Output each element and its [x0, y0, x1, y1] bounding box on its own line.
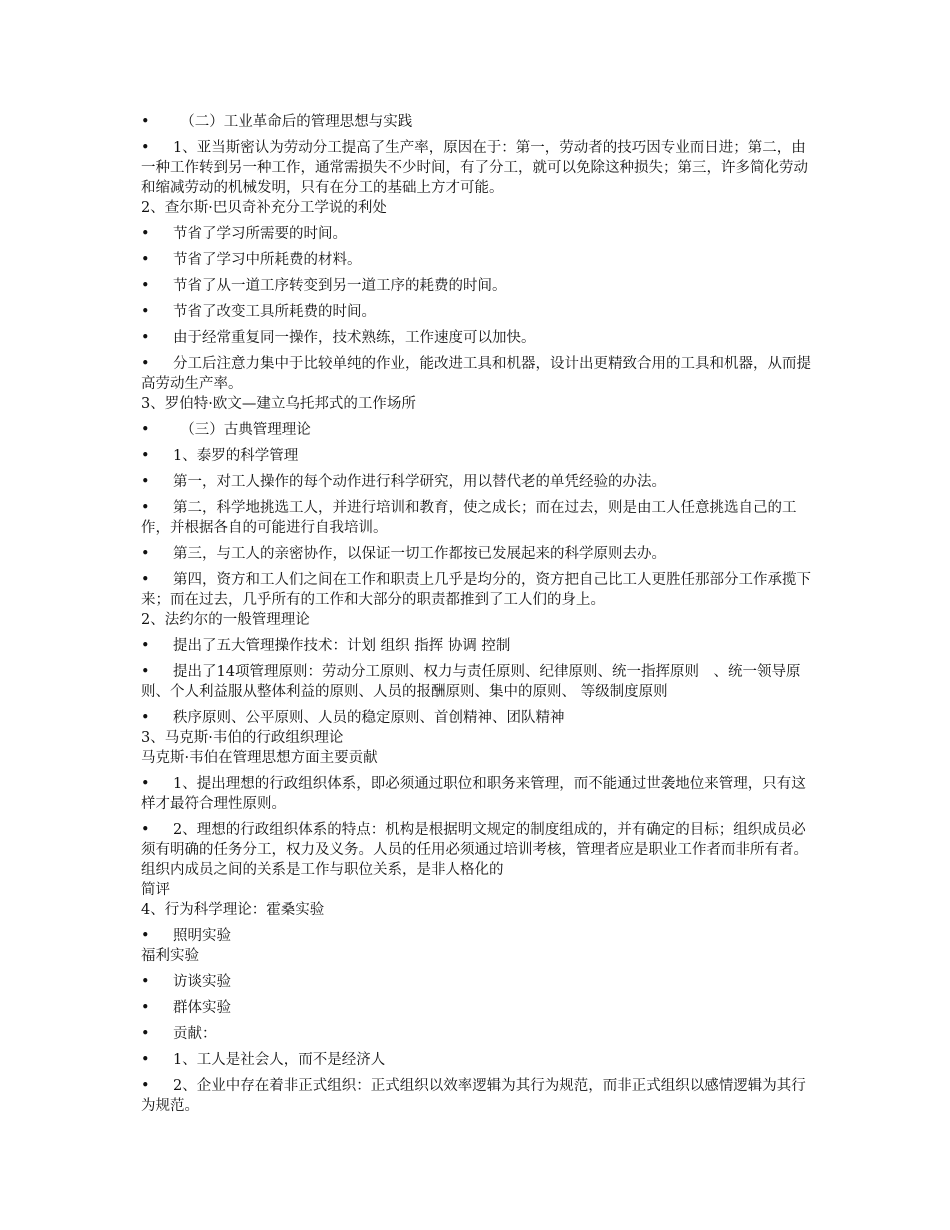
bullet-text: （二）工业革命后的管理思想与实践 [173, 114, 413, 130]
bullet-text: 1、工人是社会人，而不是经济人 [173, 1052, 386, 1068]
bullet-icon: • [141, 1026, 150, 1042]
bullet-item [141, 354, 813, 394]
document-body [141, 112, 813, 1116]
bullet-item [141, 250, 813, 270]
bullet-text: 2、理想的行政组织体系的特点：机构是根据明文规定的制度组成的，并有确定的目标；组织成员必须有明确的任务分工，权力及义务。人员的任用必须通过培训考核，管理者应是职业工作者而非所有者。组织内成员之间的关系是工作与职位关系，是非人格化的 [141, 822, 808, 878]
bullet-text: 照明实验 [173, 928, 231, 944]
bullet-icon: • [141, 226, 150, 242]
bullet-icon: • [141, 448, 150, 464]
bullet-icon: • [141, 500, 150, 516]
bullet-text: 节省了从一道工序转变到另一道工序的耗费的时间。 [173, 278, 507, 294]
bullet-item [141, 420, 813, 440]
bullet-icon: • [141, 974, 150, 990]
bullet-text: 节省了学习中所耗费的材料。 [173, 252, 362, 268]
bullet-text: 第二，科学地挑选工人，并进行培训和教育，使之成长；而在过去，则是由工人任意挑选自己的工作，并根据各自的可能进行自我培训。 [141, 500, 797, 536]
bullet-item [141, 708, 813, 728]
bullet-item [141, 1050, 813, 1070]
bullet-icon: • [141, 356, 150, 372]
paragraph-line: 福利实验 [141, 948, 199, 964]
paragraph-line: 3、罗伯特·欧文—建立乌托邦式的工作场所 [141, 396, 416, 412]
bullet-icon: • [141, 664, 150, 680]
bullet-item [141, 1076, 813, 1116]
bullet-item [141, 774, 813, 814]
bullet-item [141, 820, 813, 880]
bullet-icon: • [141, 710, 150, 726]
bullet-item [141, 138, 813, 198]
bullet-icon: • [141, 278, 150, 294]
bullet-icon: • [141, 928, 150, 944]
bullet-icon: • [141, 474, 150, 490]
paragraph-line: 4、行为科学理论：霍桑实验 [141, 902, 325, 918]
paragraph-line: 马克斯·韦伯在管理思想方面主要贡献 [141, 750, 378, 766]
bullet-text: （三）古典管理理论 [173, 422, 311, 438]
paragraph-line: 简评 [141, 882, 170, 898]
bullet-text: 第三，与工人的亲密协作，以保证一切工作都按已发展起来的科学原则去办。 [173, 546, 666, 562]
bullet-item [141, 112, 813, 132]
bullet-item [141, 328, 813, 348]
bullet-text: 1、提出理想的行政组织体系，即必须通过职位和职务来管理，而不能通过世袭地位来管理，只有这样才最符合理性原则。 [141, 776, 806, 812]
bullet-icon: • [141, 822, 150, 838]
bullet-icon: • [141, 114, 150, 130]
bullet-item [141, 224, 813, 244]
bullet-text: 由于经常重复同一操作，技术熟练，工作速度可以加快。 [173, 330, 536, 346]
bullet-text: 分工后注意力集中于比较单纯的作业，能改进工具和机器，设计出更精致合用的工具和机器，从而提高劳动生产率。 [141, 356, 811, 392]
bullet-item [141, 1024, 813, 1044]
bullet-item [141, 498, 813, 538]
bullet-icon: • [141, 1078, 150, 1094]
bullet-item [141, 446, 813, 466]
bullet-item [141, 276, 813, 296]
bullet-icon: • [141, 1052, 150, 1068]
bullet-text: 提出了14项管理原则：劳动分工原则、权力与责任原则、纪律原则、统一指挥原则 、统一领导原则、个人利益服从整体利益的原则、人员的报酬原则、集中的原则、 等级制度原则 [141, 664, 801, 700]
bullet-icon: • [141, 572, 150, 588]
bullet-text: 1、泰罗的科学管理 [173, 448, 299, 464]
bullet-text: 2、企业中存在着非正式组织：正式组织以效率逻辑为其行为规范，而非正式组织以感情逻辑为其行为规范。 [141, 1078, 806, 1114]
bullet-icon: • [141, 140, 150, 156]
paragraph-line: 2、法约尔的一般管理理论 [141, 612, 310, 628]
bullet-text: 贡献： [173, 1026, 217, 1042]
bullet-text: 第一，对工人操作的每个动作进行科学研究，用以替代老的单凭经验的办法。 [173, 474, 666, 490]
bullet-text: 1、亚当斯密认为劳动分工提高了生产率，原因在于：第一，劳动者的技巧因专业而日进；第二，由一种工作转到另一种工作，通常需损失不少时间，有了分工，就可以免除这种损失；第三，许多简化劳动和缩减劳动的机械发明，只有在分工的基础上方才可能。 [141, 140, 808, 196]
bullet-icon: • [141, 638, 150, 654]
bullet-icon: • [141, 304, 150, 320]
bullet-item [141, 926, 813, 946]
bullet-icon: • [141, 252, 150, 268]
bullet-text: 秩序原则、公平原则、人员的稳定原则、首创精神、团队精神 [173, 710, 565, 726]
bullet-item [141, 662, 813, 702]
bullet-text: 节省了学习所需要的时间。 [173, 226, 347, 242]
bullet-text: 提出了五大管理操作技术：计划 组织 指挥 协调 控制 [173, 638, 511, 654]
bullet-item [141, 472, 813, 492]
bullet-item [141, 636, 813, 656]
bullet-item [141, 302, 813, 322]
bullet-icon: • [141, 1000, 150, 1016]
bullet-item [141, 544, 813, 564]
paragraph-line: 3、马克斯·韦伯的行政组织理论 [141, 730, 344, 746]
bullet-text: 群体实验 [173, 1000, 231, 1016]
bullet-item [141, 570, 813, 610]
bullet-text: 第四，资方和工人们之间在工作和职责上几乎是均分的，资方把自己比工人更胜任那部分工作承揽下来；而在过去，几乎所有的工作和大部分的职责都推到了工人们的身上。 [141, 572, 811, 608]
bullet-item [141, 972, 813, 992]
paragraph-line: 2、查尔斯·巴贝奇补充分工学说的利处 [141, 200, 387, 216]
bullet-icon: • [141, 776, 150, 792]
bullet-text: 访谈实验 [173, 974, 231, 990]
bullet-icon: • [141, 546, 150, 562]
bullet-text: 节省了改变工具所耗费的时间。 [173, 304, 376, 320]
bullet-item [141, 998, 813, 1018]
bullet-icon: • [141, 330, 150, 346]
bullet-icon: • [141, 422, 150, 438]
